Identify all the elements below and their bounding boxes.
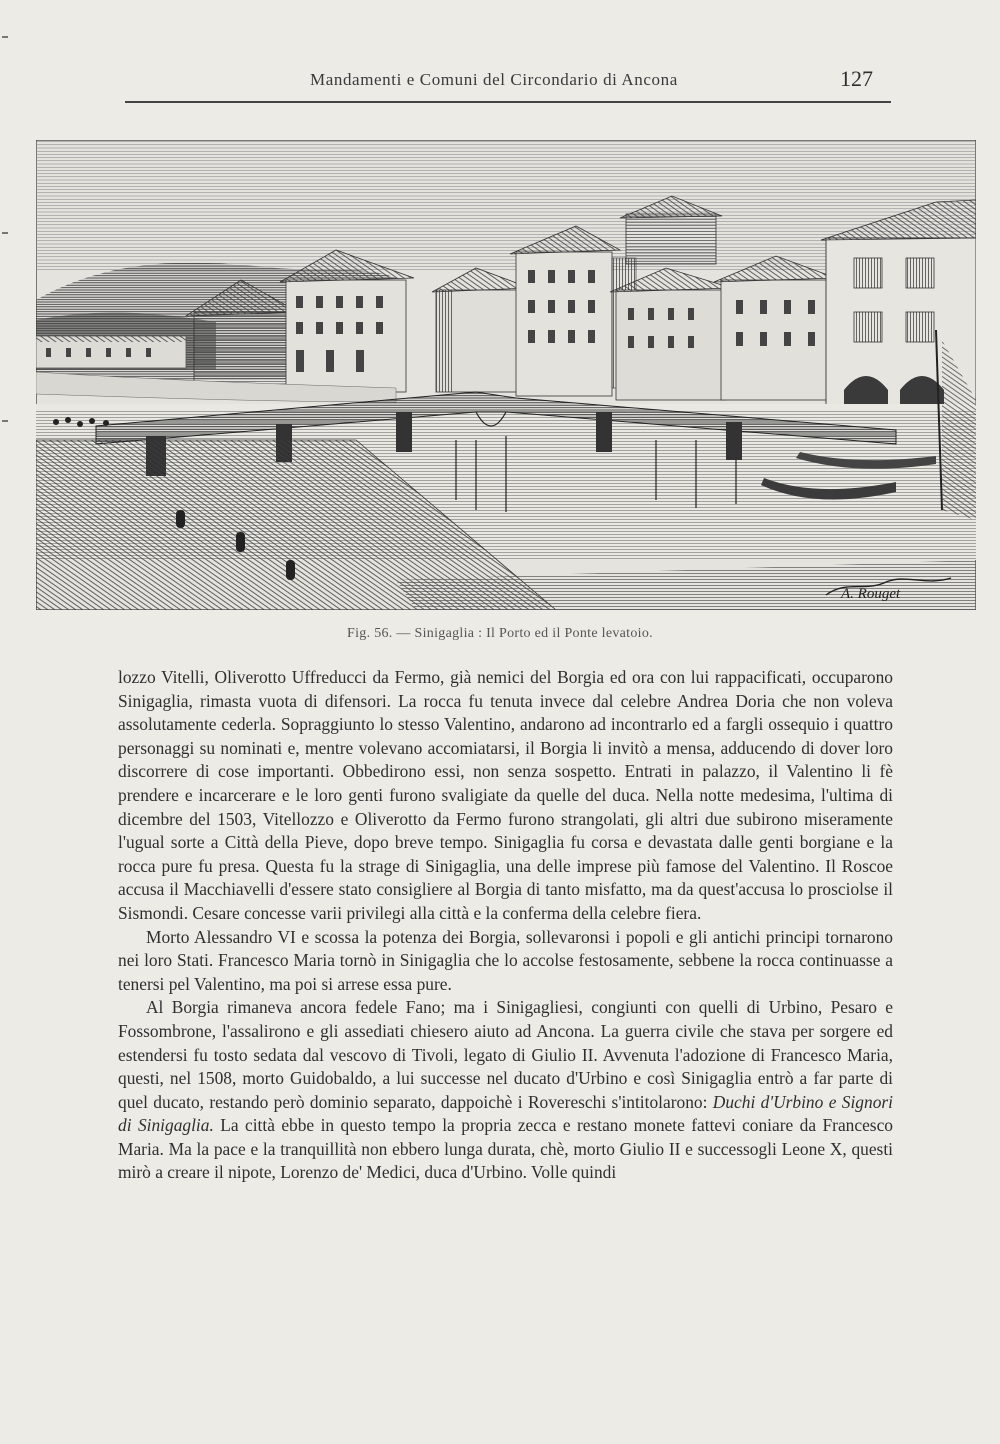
paragraph-3-italic-title: Duchi d'Urbino e Signori di Sinigaglia. <box>118 1091 893 1136</box>
body-text <box>118 666 893 1185</box>
engraver-signature: A. Rouget <box>841 586 901 602</box>
page-number: 127 <box>840 66 873 91</box>
paragraph-3-text-end: La città ebbe in questo tempo la propria zecca e restano monete fattevi coniare da Francesco Maria. Ma la pace e la tranquillità non ebbero lunga durata, chè, morto Giulio II e successogli Leone X, questi mirò a creare il nipote, Lorenzo de' Medici, duca d'Urbino. Volle quindi <box>118 1115 893 1183</box>
margin-mark <box>2 232 8 234</box>
running-header: Mandamenti e Comuni del Circondario di Ancona <box>310 70 678 89</box>
paragraph-2: Morto Alessandro VI e scossa la potenza dei Borgia, sollevaronsi i popoli e gli antichi principi tornarono nei loro Stati. Francesco Maria tornò in Sinigaglia che lo accolse festosamente, sebbene la rocca continuasse a tenersi pel Valentino, ma poi si arrese essa pure. <box>118 926 893 994</box>
figure-caption: Fig. 56. — Sinigaglia : Il Porto ed il Ponte levatoio. <box>347 626 653 641</box>
paragraph-3-text-start: Al Borgia rimaneva ancora fedele Fano; ma i Sinigagliesi, congiunti con quelli di Urbino, Pesaro e Fossombrone, l'assalirono e gli assediati chiesero aiuto ad Ancona. La guerra civile che stava per sorgere ed estendersi fu tosto sedata dal vescovo di Tivoli, legato di Giulio II. Avvenuta l'adozione di Francesco Maria, questi, nel 1508, morto Guidobaldo, a lui successe nel ducato d'Urbino e così Sinigaglia entrò a far parte di quel ducato, restando però dominio separato, dappoichè i Rovereschi s'intitolarono: <box>118 997 893 1112</box>
header-rule <box>125 101 891 103</box>
engraving-sinigaglia-port <box>36 140 976 610</box>
paragraph-1: lozzo Vitelli, Oliverotto Uffreducci da Fermo, già nemici del Borgia ed ora con lui rappacificati, occuparono Sinigaglia, rimasta vuota di difensori. La rocca fu tenuta invece dal celebre Andrea Doria che non voleva assolutamente cederla. Sopraggiunto lo stesso Valentino, andarono ad incontrarlo ed a fargli ossequio i quattro personaggi su nominati e, mentre volevano accomiatarsi, il Borgia li invitò a mensa, adducendo di dover loro discorrere di cose importanti. Obbedirono essi, non senza sospetto. Entrati in palazzo, il Valentino li fè prendere e incarcerare e le loro genti furono svaligiate da quelle del duca. Nella notte medesima, l'ultima di dicembre del 1503, Vitellozzo e Oliverotto da Fermo furono strangolati, gli altri due subirono miseramente l'ugual sorte a Città della Pieve, dopo breve tempo. Sinigaglia fu corsa e devastata dalle genti borgiane e la rocca pure fu presa. Questa fu la strage di Sinigaglia, una delle imprese più famose del Valentino. Il Roscoe accusa il Macchiavelli d'essere stato consigliere al Borgia di tanto misfatto, ma da quest'accusa lo prosciolse il Sismondi. Cesare concesse varii privilegi alla città e la conferma della celebre fiera. <box>118 667 893 923</box>
margin-mark <box>2 420 8 422</box>
margin-mark <box>2 36 8 38</box>
paragraph-3 <box>118 996 893 1185</box>
